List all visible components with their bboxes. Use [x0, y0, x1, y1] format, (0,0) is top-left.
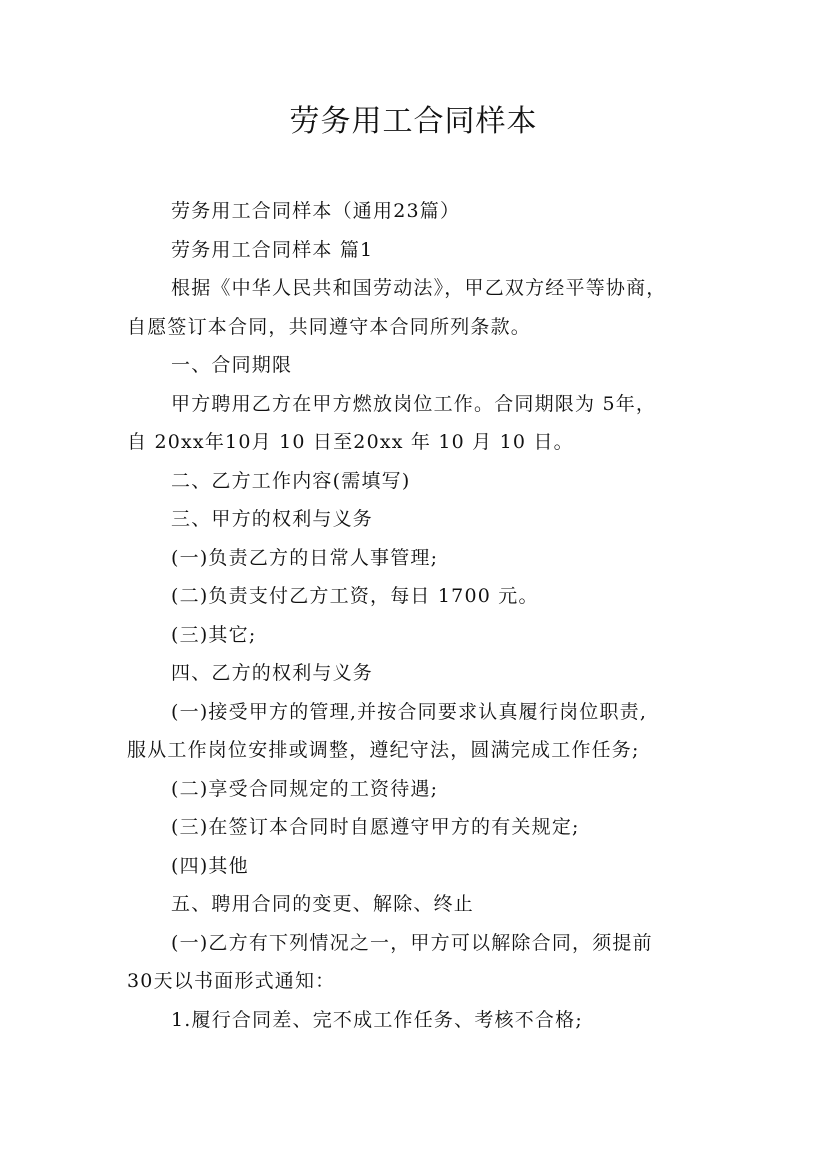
text-line: 30天以书面形式通知： — [127, 970, 336, 992]
text-line: 1.履行合同差、完不成工作任务、考核不合格; — [171, 1008, 583, 1031]
text-line: (三)其它; — [171, 623, 257, 646]
text-line: (二)负责支付乙方工资，每日 1700 元。 — [171, 585, 539, 607]
text-line: 自愿签订本合同，共同遵守本合同所列条款。 — [127, 315, 532, 338]
text-line: 二、乙方工作内容(需填写) — [171, 469, 411, 492]
text-line: 甲方聘用乙方在甲方燃放岗位工作。合同期限为 5年， — [171, 392, 657, 415]
text-line: 劳务用工合同样本（通用23篇） — [171, 200, 461, 222]
text-line: 五、聘用合同的变更、解除、终止 — [171, 893, 475, 915]
text-line: 四、乙方的权利与义务 — [171, 662, 374, 684]
document-title: 劳务用工合同样本 — [289, 104, 538, 139]
text-line: (一)接受甲方的管理,并按合同要求认真履行岗位职责, — [171, 700, 648, 723]
text-line: (一)乙方有下列情况之一，甲方可以解除合同，须提前 — [171, 931, 653, 954]
text-line: 一、合同期限 — [171, 354, 293, 376]
text-line: 三、甲方的权利与义务 — [171, 508, 374, 530]
text-line: (四)其他 — [171, 854, 249, 877]
document-body — [127, 192, 721, 1039]
text-line: (一)负责乙方的日常人事管理; — [171, 546, 439, 569]
text-line: 根据《中华人民共和国劳动法》，甲乙双方经平等协商， — [171, 277, 667, 299]
text-line: 服从工作岗位安排或调整，遵纪守法，圆满完成工作任务; — [127, 739, 640, 761]
text-line: (二)享受合同规定的工资待遇; — [171, 777, 439, 800]
text-line: 劳务用工合同样本 篇1 — [171, 238, 374, 261]
text-line: 自 20xx年10月 10 日至20xx 年 10 月 10 日。 — [127, 431, 574, 453]
text-line: (三)在签订本合同时自愿遵守甲方的有关规定; — [171, 816, 580, 838]
